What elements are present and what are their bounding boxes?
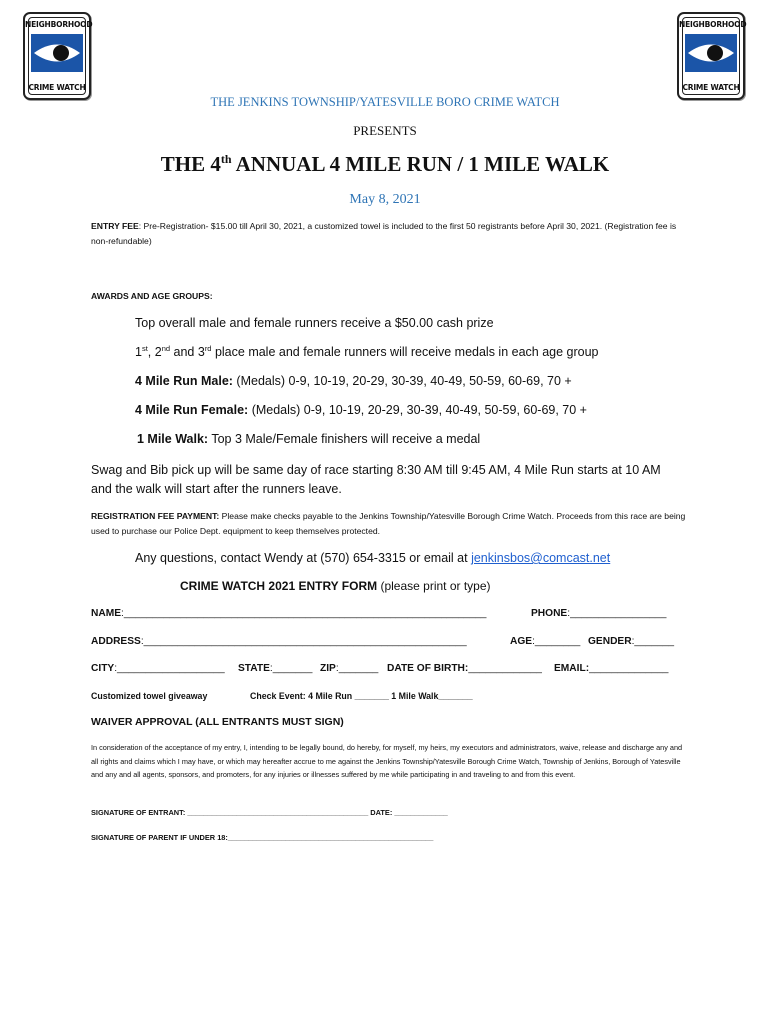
address-field[interactable]: ADDRESS:_________________________________________________________ bbox=[91, 636, 467, 647]
state-field[interactable]: STATE:_______ bbox=[238, 663, 313, 674]
contact-line: Any questions, contact Wendy at (570) 654-3315 or email at jenkinsbos@comcast.net bbox=[135, 551, 611, 565]
awards-walk: 1 Mile Walk: Top 3 Male/Female finishers will receive a medal bbox=[137, 432, 481, 446]
contact-email-link[interactable]: jenkinsbos@comcast.net bbox=[471, 551, 611, 565]
awards-place-medals: 1st, 2nd and 3rd place male and female runners will receive medals in each age group bbox=[135, 344, 599, 360]
neighborhood-crime-watch-logo-left bbox=[23, 12, 91, 100]
check-event-field[interactable]: Check Event: 4 Mile Run _______ 1 Mile Walk_______ bbox=[250, 691, 473, 701]
logo-bottom-text: CRIME WATCH bbox=[682, 83, 740, 92]
entry-fee-text: : Pre-Registration- $15.00 till April 30, 2021, a customized towel is included to the first 50 registrants before April 30, 2021. (Registration fee is non-refundable) bbox=[91, 221, 677, 246]
signature-parent-field[interactable]: SIGNATURE OF PARENT IF UNDER 18:__________________________________________________ bbox=[91, 833, 434, 842]
awards-female-groups: 4 Mile Run Female: (Medals) 0-9, 10-19, 20-29, 30-39, 40-49, 50-59, 60-69, 70 + bbox=[135, 403, 587, 417]
organization-name: THE JENKINS TOWNSHIP/YATESVILLE BORO CRIME WATCH bbox=[210, 95, 560, 109]
awards-heading: AWARDS AND AGE GROUPS: bbox=[91, 291, 213, 301]
logo-bottom-text: CRIME WATCH bbox=[28, 83, 86, 92]
gender-field[interactable]: GENDER:_______ bbox=[588, 636, 675, 647]
payment-paragraph: REGISTRATION FEE PAYMENT: Please make checks payable to the Jenkins Township/Yatesville Borough Crime Watch. Proceeds from this race are being used to purchase our Police Dept. equipment to keep themselves protected. bbox=[91, 511, 686, 536]
name-field[interactable]: NAME:________________________________________________________________ bbox=[91, 608, 487, 619]
age-field[interactable]: AGE:________ bbox=[510, 636, 581, 647]
event-title: THE 4th ANNUAL 4 MILE RUN / 1 MILE WALK bbox=[160, 152, 610, 176]
logo-top-text: NEIGHBORHOOD bbox=[25, 20, 93, 29]
event-date: May 8, 2021 bbox=[349, 192, 421, 207]
awards-cash-prize: Top overall male and female runners receive a $50.00 cash prize bbox=[135, 316, 494, 330]
phone-field[interactable]: PHONE:_________________ bbox=[531, 608, 667, 619]
entry-fee-label: ENTRY FEE bbox=[91, 221, 139, 231]
logo-top-text: NEIGHBORHOOD bbox=[679, 20, 747, 29]
swag-paragraph: Swag and Bib pick up will be same day of race starting 8:30 AM till 9:45 AM, 4 Mile Run starts at 10 AM and the walk will start after the runners leave. bbox=[91, 463, 661, 496]
towel-giveaway-label: Customized towel giveaway bbox=[91, 691, 208, 701]
city-field[interactable]: CITY:___________________ bbox=[91, 663, 225, 674]
waiver-heading: WAIVER APPROVAL (ALL ENTRANTS MUST SIGN) bbox=[91, 716, 344, 728]
eye-icon bbox=[685, 34, 737, 72]
email-field[interactable]: EMAIL:______________ bbox=[554, 663, 669, 674]
signature-entrant-field[interactable]: SIGNATURE OF ENTRANT: ____________________________________________ DATE: _____________ bbox=[91, 808, 448, 817]
eye-icon bbox=[31, 34, 83, 72]
presents-line: PRESENTS bbox=[353, 123, 417, 138]
neighborhood-crime-watch-logo-right bbox=[677, 12, 745, 100]
waiver-text: In consideration of the acceptance of my entry, I, intending to be legally bound, do hereby, for myself, my heirs, my executors and administrators, waive, release and discharge any and all rights and claims which I may have, or which may hereafter accrue to me against the Jenkins Township/Yatesville Borough Crime Watch, Township of Jenkins, Borough of Yatesville and any and all agents, sponsors, and promoters, for any injuries or illnesses suffered by me while participating in and traveling to and from this event. bbox=[91, 743, 683, 779]
entry-fee-paragraph bbox=[91, 219, 691, 249]
zip-field[interactable]: ZIP:_______ bbox=[320, 663, 379, 674]
entry-form-title: CRIME WATCH 2021 ENTRY FORM (please print or type) bbox=[180, 579, 491, 593]
awards-male-groups: 4 Mile Run Male: (Medals) 0-9, 10-19, 20-29, 30-39, 40-49, 50-59, 60-69, 70 + bbox=[135, 374, 572, 388]
dob-field[interactable]: DATE OF BIRTH:_____________ bbox=[387, 663, 542, 674]
